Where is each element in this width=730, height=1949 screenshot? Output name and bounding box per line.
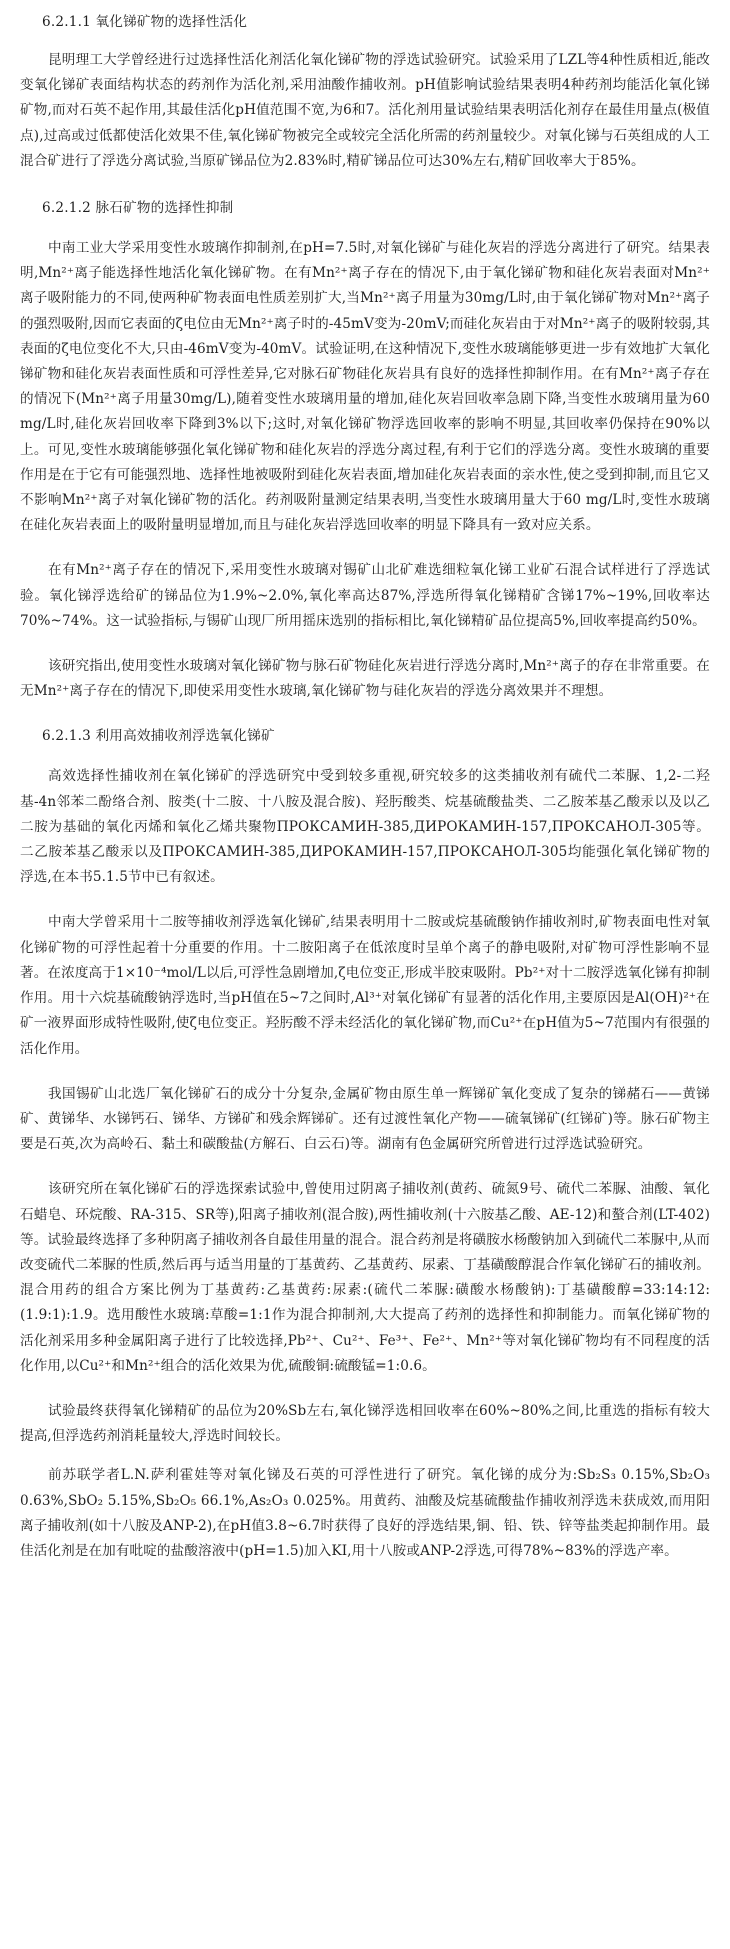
section-heading: 6.2.1.1 氧化锑矿物的选择性活化 — [42, 14, 248, 30]
paragraph: 昆明理工大学曾经进行过选择性活化剂活化氧化锑矿物的浮选试验研究。试验采用了LZL等4种性质相近,能改变氧化锑矿表面结构状态的药剂作为活化剂,采用油酸作捕收剂。pH值影响试验结果表明4种药剂均能活化氧化锑矿物,而对石英不起作用,其最佳活化pH值范围不宽,为6和7。活化剂用量试验结果表明活化剂存在最佳用量点(极值点),过高或过低都使活化效果不佳,氧化锑矿物被完全或较完全活化所需的药剂量较少。对氧化锑与石英组成的人工混合矿进行了浮选分离试验,当原矿锑品位为2.83%时,精矿锑品位可达30%左右,精矿回收率大于85%。 — [20, 52, 710, 169]
paragraph: 中南工业大学采用变性水玻璃作抑制剂,在pH=7.5时,对氧化锑矿与硅化灰岩的浮选分离进行了研究。结果表明,Mn²⁺离子能选择性地活化氧化锑矿物。在有Mn²⁺离子存在的情况下,由于氧化锑矿物和硅化灰岩表面对Mn²⁺离子吸附能力的不同,使两种矿物表面电性质差别扩大,当Mn²⁺离子用量为30mg/L时,由于氧化锑矿物对Mn²⁺离子的强烈吸附,因而它表面的ζ电位由无Mn²⁺离子时的-45mV变为-20mV;而硅化灰岩由于对Mn²⁺离子的吸附较弱,其表面的ζ电位变化不大,只由-46mV变为-40mV。试验证明,在这种情况下,变性水玻璃能够更进一步有效地扩大氧化锑矿物和硅化灰岩表面性质和可浮性差异,它对脉石矿物硅化灰岩具有良好的选择性抑制作用。在有Mn²⁺离子存在的情况下(Mn²⁺离子用量30mg/L),随着变性水玻璃用量的增加,硅化灰岩回收率急剧下降,当变性水玻璃用量为60 mg/L时,硅化灰岩回收率下降到3%以下;这时,对氧化锑矿物浮选回收率的影响不明显,其回收率仍保持在90%以上。可见,变性水玻璃能够强化氧化锑矿物和硅化灰岩的浮选分离过程,有利于它们的浮选分离。变性水玻璃的重要作用是在于它有可能强烈地、选择性地被吸附到硅化灰岩表面,增加硅化灰岩表面的亲水性,使之受到抑制,而且它又不影响Mn²⁺离子对氧化锑矿物的活化。药剂吸附量测定结果表明,当变性水玻璃用量大于60 mg/L时,变性水玻璃在硅化灰岩表面上的吸附量明显增加,而且与硅化灰岩浮选回收率的明显下降具有一致对应关系。 — [20, 240, 710, 534]
section-heading: 6.2.1.3 利用高效捕收剂浮选氧化锑矿 — [42, 728, 275, 745]
section-heading: 6.2.1.2 脉石矿物的选择性抑制 — [42, 200, 234, 217]
paragraph: 在有Mn²⁺离子存在的情况下,采用变性水玻璃对锡矿山北矿难选细粒氧化锑工业矿石混合试样进行了浮选试验。氧化锑浮选给矿的锑品位为1.9%~2.0%,氧化率高达87%,浮选所得氧化锑精矿含锑17%~19%,回收率达70%~74%。这一试验指标,与锡矿山现厂所用摇床选别的指标相比,氧化锑精矿品位提高5%,回收率提高约50%。 — [20, 562, 710, 629]
paragraph: 试验最终获得氧化锑精矿的品位为20%Sb左右,氧化锑浮选相回收率在60%~80%之间,比重选的指标有较大提高,但浮选药剂消耗量较大,浮选时间较长。 — [20, 1402, 710, 1445]
paragraph: 高效选择性捕收剂在氧化锑矿的浮选研究中受到较多重视,研究较多的这类捕收剂有硫代二苯脲、1,2-二羟基-4n邻苯二酚络合剂、胺类(十二胺、十八胺及混合胺)、羟肟酸类、烷基硫酸盐类、二乙胺苯基乙酸汞以及以乙二胺为基础的氧化丙烯和氧化乙烯共聚物ПРОКСАМИН-385,ДИРОКАМИН-157,ПРОКСАНОЛ-305等。二乙胺苯基乙酸汞以及ПРОКСАМИН-385,ДИРОКАМИН-157,ПРОКСАНОЛ-305均能强化氧化锑矿物的浮选,在本书5.1.5节中已有叙述。 — [20, 768, 710, 886]
paragraph: 该研究指出,使用变性水玻璃对氧化锑矿物与脉石矿物硅化灰岩进行浮选分离时,Mn²⁺离子的存在非常重要。在无Mn²⁺离子存在的情况下,即使采用变性水玻璃,氧化锑矿物与硅化灰岩的浮选分离效果并不理想。 — [20, 658, 710, 700]
paragraph: 前苏联学者L.N.萨利霍娃等对氧化锑及石英的可浮性进行了研究。氧化锑的成分为:Sb₂S₃ 0.15%,Sb₂O₃ 0.63%,SbO₂ 5.15%,Sb₂O₅ 66.1%,As₂O₃ 0.025%。用黄药、油酸及烷基硫酸盐作捕收剂浮选未获成效,而用阳离子捕收剂(如十八胺及ANP-2),在pH值3.8~6.7时获得了良好的浮选结果,铜、铅、铁、锌等盐类起抑制作用。最佳活化剂是在加有吡啶的盐酸溶液中(pH=1.5)加入KI,用十八胺或ANP-2浮选,可得78%~83%的浮选产率。 — [20, 1467, 710, 1559]
paragraph: 我国锡矿山北选厂氧化锑矿石的成分十分复杂,金属矿物由原生单一辉锑矿氧化变成了复杂的锑赭石——黄锑矿、黄锑华、水锑钙石、锑华、方锑矿和残余辉锑矿。还有过渡性氧化产物——硫氧锑矿(红锑矿)等。脉石矿物主要是石英,次为高岭石、黏土和碳酸盐(方解石、白云石)等。湖南有色金属研究所曾进行过浮选试验研究。 — [20, 1085, 710, 1153]
paragraph: 该研究所在氧化锑矿石的浮选探索试验中,曾使用过阴离子捕收剂(黄药、硫氮9号、硫代二苯脲、油酸、氧化石蜡皂、环烷酸、RA-315、SR等),阳离子捕收剂(混合胺),两性捕收剂(十六胺基乙酸、AE-12)和螯合剂(LT-402)等。试验最终选择了多种阴离子捕收剂各自最佳用量的混合。混合药剂是将磺胺水杨酸钠加入到硫代二苯脲中,从而改变硫代二苯脲的性质,然后再与适当用量的丁基黄药、乙基黄药、尿素、丁基磺酸醇混合作氧化锑矿石的捕收剂。混合用药的组合方案比例为丁基黄药:乙基黄药:尿素:(硫代二苯脲:磺酸水杨酸钠):丁基磺酸醇=33:14:12:(1.9:1):1.9。选用酸性水玻璃:草酸=1:1作为混合抑制剂,大大提高了药剂的选择性和抑制能力。而氧化锑矿物的活化剂采用多种金属阳离子进行了比较选择,Pb²⁺、Cu²⁺、Fe³⁺、Fe²⁺、Mn²⁺等对氧化锑矿物均有不同程度的活化作用,以Cu²⁺和Mn²⁺组合的活化效果为优,硫酸铜:硫酸锰=1:0.6。 — [20, 1181, 710, 1374]
paragraph: 中南大学曾采用十二胺等捕收剂浮选氧化锑矿,结果表明用十二胺或烷基硫酸钠作捕收剂时,矿物表面电性对氧化锑矿物的可浮性起着十分重要的作用。十二胺阳离子在低浓度时呈单个离子的静电吸附,对矿物可浮性影响不显著。在浓度高于1×10⁻⁴mol/L以后,可浮性急剧增加,ζ电位变正,形成半胶束吸附。Pb²⁺对十二胺浮选氧化锑有抑制作用。用十六烷基硫酸钠浮选时,当pH值在5~7之间时,Al³⁺对氧化锑矿有显著的活化作用,主要原因是Al(OH)²⁺在矿一液界面形成特性吸附,使ζ电位变正。羟肟酸不浮未经活化的氧化锑矿物,而Cu²⁺在pH值为5~7范围内有很强的活化作用。 — [20, 914, 710, 1057]
